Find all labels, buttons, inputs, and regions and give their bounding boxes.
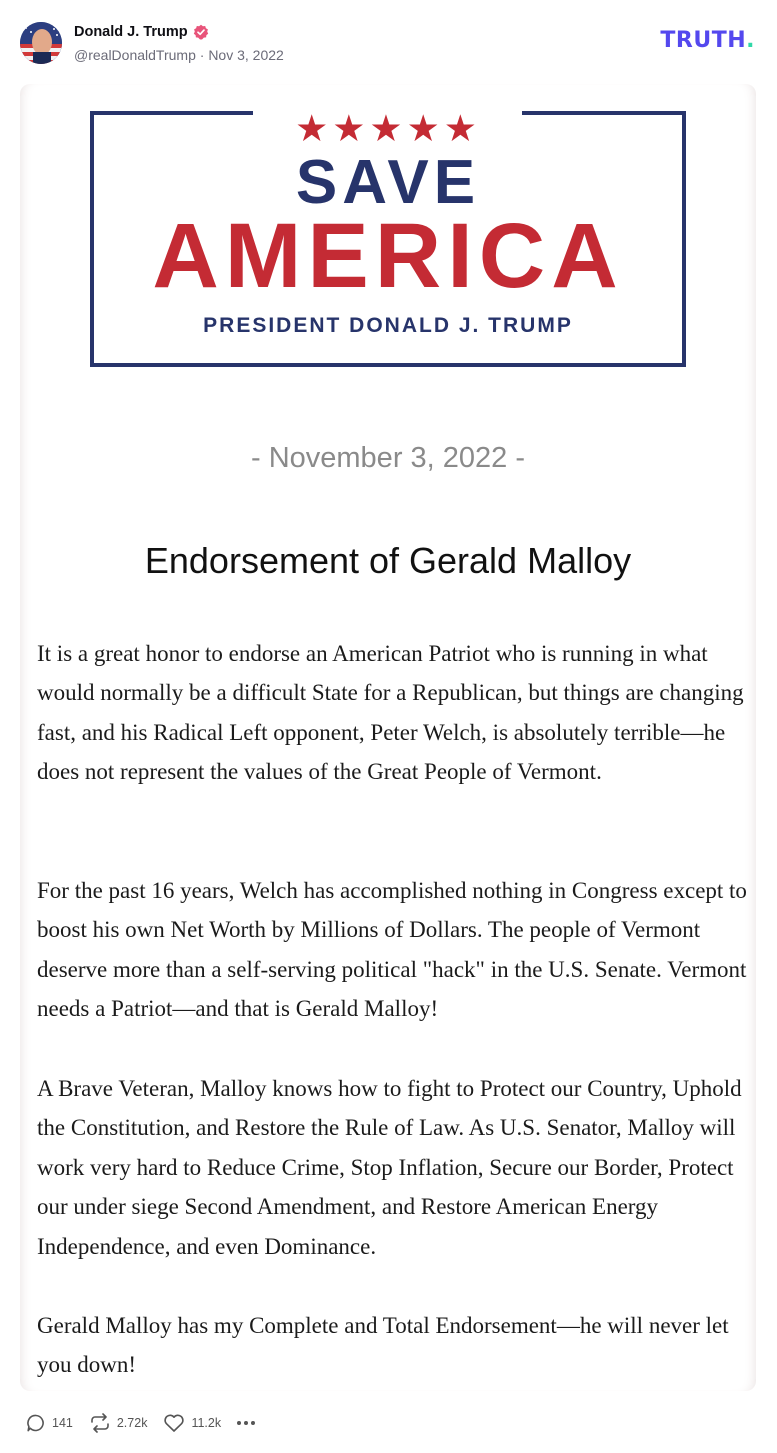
statement-date: - November 3, 2022 - bbox=[250, 442, 525, 474]
logo-dot: . bbox=[746, 28, 755, 53]
banner-save: SAVE bbox=[295, 148, 481, 217]
banner-stars: ★★★★★ bbox=[295, 107, 481, 150]
heart-icon bbox=[163, 1413, 185, 1433]
more-dot bbox=[251, 1421, 255, 1425]
statement-paragraph: Gerald Malloy has my Complete and Total Endorsement—he will never let you down! bbox=[37, 1313, 729, 1378]
author-name[interactable]: Donald J. Trump bbox=[74, 24, 188, 40]
retruth-icon bbox=[89, 1413, 111, 1433]
more-dot bbox=[237, 1421, 241, 1425]
post-image[interactable] bbox=[20, 84, 756, 1391]
banner-america: AMERICA bbox=[152, 205, 624, 307]
more-icon[interactable] bbox=[237, 1421, 255, 1425]
retruth-count: 2.72k bbox=[116, 1416, 148, 1430]
like-count: 11.2k bbox=[191, 1416, 222, 1430]
logo-text: TRUTH bbox=[660, 28, 747, 53]
verified-badge-icon bbox=[193, 24, 209, 40]
reply-button[interactable] bbox=[26, 1413, 73, 1433]
retruth-button[interactable] bbox=[89, 1413, 148, 1433]
author-handle[interactable]: @realDonaldTrump bbox=[74, 47, 196, 63]
more-dot bbox=[244, 1421, 248, 1425]
like-button[interactable] bbox=[163, 1413, 221, 1433]
statement-paragraph: It is a great honor to endorse an American Patriot who is running in what would normally be a difficult State for a Republican, but things are changing fast, and his Radical Left opponent, Peter Welch, is absolutely terrible—he does not represent the values of the Great People of Vermont. bbox=[37, 641, 744, 785]
statement-title: Endorsement of Gerald Malloy bbox=[144, 540, 632, 581]
post-header bbox=[20, 20, 757, 66]
truth-logo[interactable] bbox=[660, 28, 755, 53]
author-name-row bbox=[74, 24, 209, 40]
author-meta bbox=[74, 47, 284, 63]
post-date[interactable]: Nov 3, 2022 bbox=[208, 47, 284, 63]
avatar-flag-portrait bbox=[20, 22, 62, 64]
save-america-banner bbox=[90, 96, 686, 368]
reply-icon bbox=[26, 1413, 46, 1433]
statement-paragraph: For the past 16 years, Welch has accomplished nothing in Congress except to boost his own Net Worth by Millions of Dollars. The people of Vermont deserve more than a self-serving political "hack" in the U.S. Senate. Vermont needs a Patriot—and that is Gerald Malloy! bbox=[37, 878, 747, 1022]
reply-count: 141 bbox=[52, 1416, 73, 1430]
statement-paragraph: A Brave Veteran, Malloy knows how to fight to Protect our Country, Uphold the Constitution, and Restore the Rule of Law. As U.S. Senator, Malloy will work very hard to Reduce Crime, Stop Inflation, Secure our Border, Protect our under siege Second Amendment, and Restore American Energy Independence, and even Dominance. bbox=[37, 1076, 742, 1259]
post-actions bbox=[26, 1410, 255, 1436]
meta-separator: · bbox=[199, 47, 205, 63]
avatar[interactable] bbox=[20, 22, 62, 64]
banner-subtitle: PRESIDENT DONALD J. TRUMP bbox=[203, 314, 573, 337]
